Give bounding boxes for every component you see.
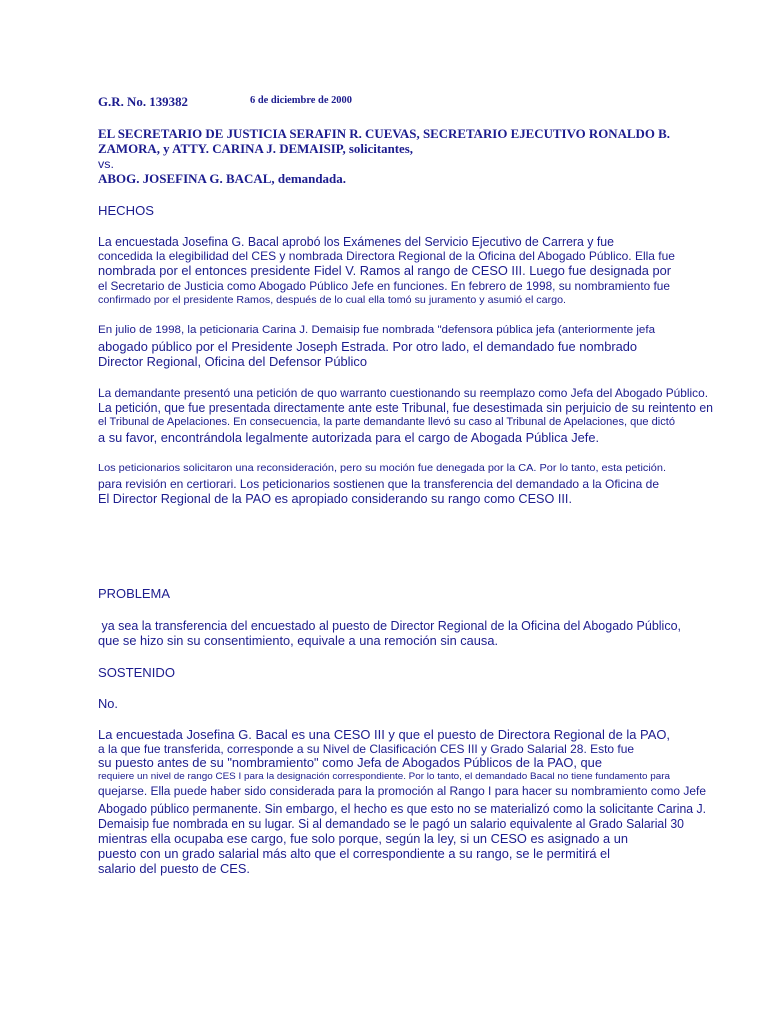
- petitioners-line: EL SECRETARIO DE JUSTICIA SERAFIN R. CUEVAS, SECRETARIO EJECUTIVO RONALDO B.: [98, 126, 670, 141]
- paragraph-line: confirmado por el presidente Ramos, después de lo cual ella tomó su juramento y asumió el cargo.: [98, 294, 567, 306]
- paragraph-line: el Tribunal de Apelaciones. En consecuencia, la parte demandante llevó su caso al Tribunal de Apelaciones, que dictó: [98, 416, 675, 428]
- section-heading-facts: HECHOS: [98, 203, 154, 218]
- paragraph-line: La encuestada Josefina G. Bacal aprobó los Exámenes del Servicio Ejecutivo de Carrera y fue: [98, 235, 614, 249]
- paragraph-line: a su favor, encontrándola legalmente autorizada para el cargo de Abogada Pública Jefe.: [98, 430, 600, 445]
- paragraph-line: puesto con un grado salarial más alto que el correspondiente a su rango, se le permitirá el: [98, 847, 610, 861]
- paragraph-line: su puesto antes de su "nombramiento" como Jefa de Abogados Públicos de la PAO, que: [98, 756, 602, 770]
- case-number: G.R. No. 139382: [98, 94, 188, 109]
- paragraph-line: Los peticionarios solicitaron una reconsideración, pero su moción fue denegada por la CA. Por lo tanto, esta petición.: [98, 462, 667, 474]
- paragraph-line: Abogado público permanente. Sin embargo, el hecho es que esto no se materializó como la solicitante Carina J.: [98, 802, 706, 816]
- held-answer: No.: [98, 696, 118, 711]
- respondent-line: ABOG. JOSEFINA G. BACAL, demandada.: [98, 171, 347, 186]
- paragraph-line: a la que fue transferida, corresponde a su Nivel de Clasificación CES III y Grado Salarial 28. Esto fue: [98, 742, 635, 756]
- paragraph-line: abogado público por el Presidente Joseph Estrada. Por otro lado, el demandado fue nombrado: [98, 339, 637, 354]
- paragraph-line: Director Regional, Oficina del Defensor Público: [98, 355, 368, 369]
- issue-line: ya sea la transferencia del encuestado al puesto de Director Regional de la Oficina del Abogado Público,: [98, 619, 682, 633]
- section-heading-issue: PROBLEMA: [98, 586, 170, 601]
- paragraph-line: La encuestada Josefina G. Bacal es una CESO III y que el puesto de Directora Regional de la PAO,: [98, 727, 670, 742]
- paragraph-line: La demandante presentó una petición de quo warranto cuestionando su reemplazo como Jefa del Abogado Público.: [98, 386, 709, 400]
- paragraph-line: salario del puesto de CES.: [98, 862, 250, 876]
- paragraph-line: el Secretario de Justicia como Abogado Público Jefe en funciones. En febrero de 1998, su nombramiento fue: [98, 279, 670, 293]
- paragraph-line: quejarse. Ella puede haber sido considerada para la promoción al Rango I para hacer su nombramiento como Jefe: [98, 786, 706, 798]
- paragraph-line: requiere un nivel de rango CES I para la designación correspondiente. Por lo tanto, el demandado Bacal no tiene fundamento para: [98, 771, 670, 781]
- paragraph-line: En julio de 1998, la peticionaria Carina J. Demaisip fue nombrada "defensora pública jefa (anteriormente jefa: [98, 324, 656, 336]
- paragraph-line: La petición, que fue presentada directamente ante este Tribunal, fue desestimada sin perjuicio de su reintento en: [98, 401, 714, 415]
- paragraph-line: Demaisip fue nombrada en su lugar. Si al demandado se le pagó un salario equivalente al Grado Salarial 30: [98, 817, 684, 831]
- paragraph-line: concedida la elegibilidad del CES y nombrada Directora Regional de la Oficina del Abogado Público. Ella fue: [98, 249, 675, 263]
- section-heading-held: SOSTENIDO: [98, 665, 175, 680]
- decision-date: 6 de diciembre de 2000: [250, 95, 352, 106]
- paragraph-line: nombrada por el entonces presidente Fidel V. Ramos al rango de CESO III. Luego fue designada por: [98, 263, 672, 278]
- petitioners-line: ZAMORA, y ATTY. CARINA J. DEMAISIP, solicitantes,: [98, 141, 413, 156]
- paragraph-line: El Director Regional de la PAO es apropiado considerando su rango como CESO III.: [98, 492, 572, 506]
- paragraph-line: mientras ella ocupaba ese cargo, fue solo porque, según la ley, si un CESO es asignado a un: [98, 831, 628, 846]
- issue-line: que se hizo sin su consentimiento, equivale a una remoción sin causa.: [98, 634, 499, 648]
- paragraph-line: para revisión en certiorari. Los peticionarios sostienen que la transferencia del demandado a la Oficina de: [98, 477, 659, 491]
- versus-label: vs.: [98, 157, 115, 171]
